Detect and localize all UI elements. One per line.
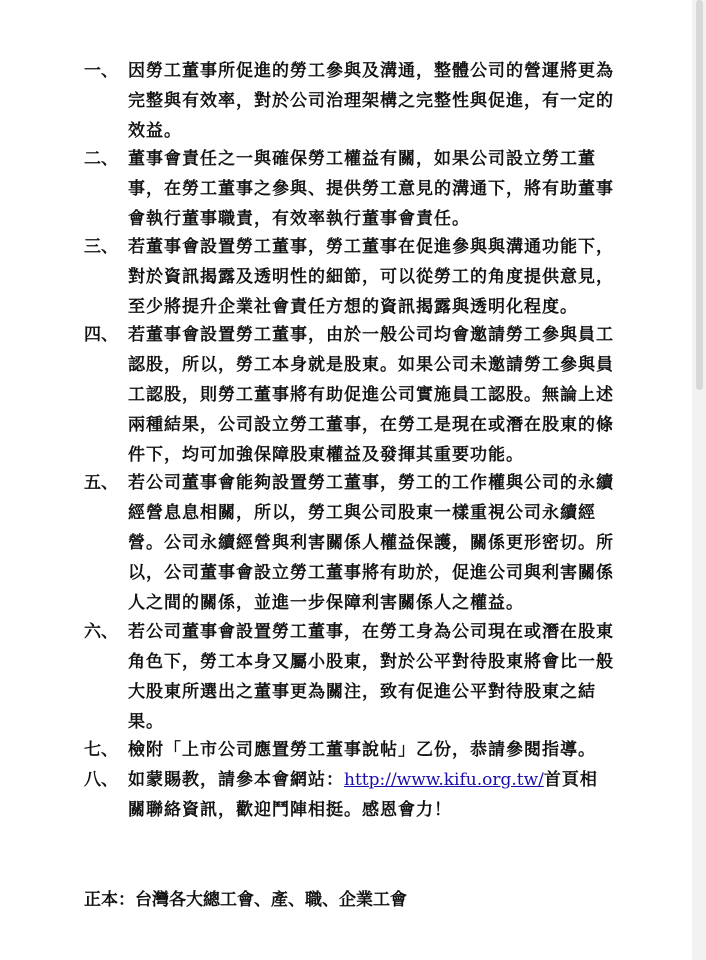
text-line: 經營息息相關，所以，勞工與公司股東一樣重視公司永續經 bbox=[128, 503, 596, 523]
text-line: 若董事會設置勞工董事，由於一般公司均會邀請勞工參與員工 bbox=[128, 325, 614, 345]
text-line: 效益。 bbox=[128, 121, 182, 141]
item-number: 四、 bbox=[84, 325, 118, 345]
text-line: 檢附「上市公司應置勞工董事說帖」乙份，恭請參閱指導。 bbox=[128, 740, 596, 760]
text-line: 因勞工董事所促進的勞工參與及溝通，整體公司的營運將更為 bbox=[128, 61, 614, 81]
text-line: 完整與有效率，對於公司治理架構之完整性與促進，有一定的 bbox=[128, 91, 614, 111]
text-line: 工認股，則勞工董事將有助促進公司實施員工認股。無論上述 bbox=[128, 385, 614, 405]
item-text bbox=[128, 320, 644, 470]
item-number: 五、 bbox=[84, 473, 118, 493]
text-line: 兩種結果，公司設立勞工董事，在勞工是現在或潛在股東的條 bbox=[128, 415, 614, 435]
text-suffix: 首頁相 bbox=[543, 770, 598, 790]
item-number: 八、 bbox=[84, 770, 118, 790]
text-line: 角色下，勞工本身又屬小股東，對於公平對待股東將會比一般 bbox=[128, 652, 614, 672]
text-prefix: 如蒙賜教，請參本會網站： bbox=[128, 770, 344, 790]
text-line: 認股，所以，勞工本身就是股東。如果公司未邀請勞工參與員 bbox=[128, 355, 614, 375]
text-line: 事，在勞工董事之參與、提供勞工意見的溝通下，將有助董事 bbox=[128, 179, 614, 199]
item-text bbox=[128, 735, 644, 765]
text-line: 關聯絡資訊，歡迎鬥陣相挺。感恩會力！ bbox=[128, 800, 452, 820]
item-text bbox=[128, 468, 644, 618]
item-number: 一、 bbox=[84, 61, 118, 81]
list-item-3 bbox=[84, 232, 644, 322]
website-link[interactable]: http://www.kifu.org.tw/ bbox=[344, 770, 544, 790]
list-item-2 bbox=[84, 144, 644, 234]
list-item-6 bbox=[84, 617, 644, 737]
item-number: 七、 bbox=[84, 740, 118, 760]
item-number: 六、 bbox=[84, 622, 118, 642]
text-line: 大股東所選出之董事更為關注，致有促進公平對待股東之結 bbox=[128, 682, 596, 702]
list-item-7 bbox=[84, 735, 644, 765]
scrollbar-track[interactable] bbox=[692, 0, 706, 960]
text-line: 營。公司永續經營與利害關係人權益保護，關係更形密切。所 bbox=[128, 533, 614, 553]
text-line: 以，公司董事會設立勞工董事將有助於，促進公司與利害關係 bbox=[128, 563, 614, 583]
item-text bbox=[128, 144, 644, 234]
recipients-footer: 正本：台灣各大總工會、產、職、企業工會 bbox=[84, 890, 407, 910]
text-line: 若公司董事會能夠設置勞工董事，勞工的工作權與公司的永續 bbox=[128, 473, 614, 493]
text-line: 若公司董事會設置勞工董事，在勞工身為公司現在或潛在股東 bbox=[128, 622, 614, 642]
item-text bbox=[128, 56, 644, 146]
text-line: 董事會責任之一與確保勞工權益有關，如果公司設立勞工董 bbox=[128, 149, 596, 169]
text-line: 人之間的關係，並進一步保障利害關係人之權益。 bbox=[128, 593, 524, 613]
item-text bbox=[128, 617, 644, 737]
text-line bbox=[128, 765, 644, 795]
list-item-4 bbox=[84, 320, 644, 470]
item-text bbox=[128, 232, 644, 322]
scrollbar-thumb[interactable] bbox=[696, 0, 703, 390]
text-line: 對於資訊揭露及透明性的細節，可以從勞工的角度提供意見， bbox=[128, 267, 614, 287]
item-number: 二、 bbox=[84, 149, 118, 169]
list-item-5 bbox=[84, 468, 644, 618]
list-item-8 bbox=[84, 765, 644, 825]
item-number: 三、 bbox=[84, 237, 118, 257]
text-line: 至少將提升企業社會責任方想的資訊揭露與透明化程度。 bbox=[128, 297, 578, 317]
text-line: 件下，均可加強保障股東權益及發揮其重要功能。 bbox=[128, 445, 524, 465]
list-item-1 bbox=[84, 56, 644, 146]
text-line: 果。 bbox=[128, 712, 164, 732]
item-text bbox=[128, 765, 644, 825]
text-line: 若董事會設置勞工董事，勞工董事在促進參與與溝通功能下， bbox=[128, 237, 614, 257]
text-line: 會執行董事職責，有效率執行董事會責任。 bbox=[128, 209, 470, 229]
